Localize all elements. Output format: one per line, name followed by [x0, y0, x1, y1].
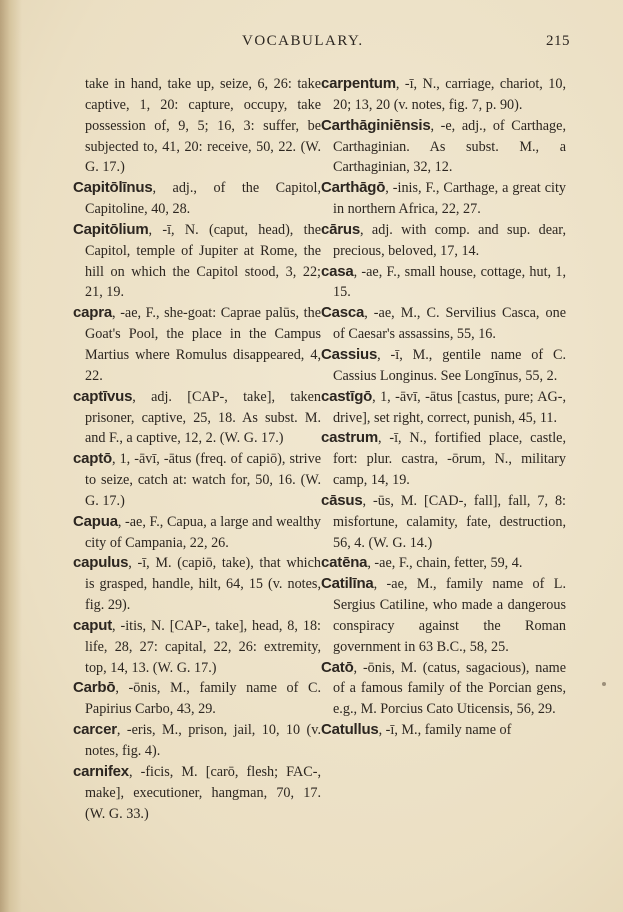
headword: Capitōlium — [73, 220, 149, 238]
vocabulary-entry — [321, 658, 566, 721]
vocabulary-entry — [73, 762, 321, 825]
headword: Carbō — [73, 679, 116, 697]
entry-definition: , -ōnis, M., family name of C. Papirius Carbo, 43, 29. — [85, 680, 321, 718]
headword: castrum — [321, 429, 378, 447]
entry-definition: , 1, -āvī, -ātus [castus, pure; AG-, drive], set right, correct, punish, 45, 11. — [333, 388, 566, 426]
vocabulary-entry — [73, 303, 321, 386]
headword: Carthāgō — [321, 179, 386, 197]
entry-definition: , -ae, F., she-goat: Caprae palūs, the Goat's Pool, the place in the Campus Martius where Romulus disappeared, 4, 22. — [85, 305, 321, 384]
vocabulary-entry — [321, 345, 566, 387]
vocabulary-entry — [321, 262, 566, 304]
page-gutter-shadow — [0, 0, 22, 912]
vocabulary-entry — [321, 178, 566, 220]
entry-definition: , -ī, N., carriage, chariot, 10, 20; 13, 20 (v. notes, fig. 7, p. 90). — [333, 76, 566, 113]
entry-definition: , -ficis, M. [carō, flesh; FAC-, make], executioner, hangman, 70, 17. (W. G. 33.) — [85, 763, 321, 822]
entry-definition: , -ī, M., gentile name of C. Cassius Longinus. See Longīnus, 55, 2. — [333, 346, 566, 384]
headword: capulus — [73, 554, 129, 572]
vocabulary-entry — [321, 220, 566, 262]
vocabulary-entry — [73, 553, 321, 616]
headword: Carthāginiēnsis — [321, 116, 431, 134]
vocabulary-entry — [73, 178, 321, 220]
entry-definition: , -ūs, M. [CAD-, fall], fall, 7, 8: misfortune, calamity, fate, destruction, 56, 4. (W. G. 14.) — [333, 492, 566, 551]
vocabulary-entry — [321, 303, 566, 345]
headword: catēna — [321, 554, 368, 572]
vocabulary-entry — [73, 678, 321, 720]
entry-definition: , -eris, M., prison, jail, 10, 10 (v. notes, fig. 4). — [85, 722, 321, 759]
headword: captō — [73, 450, 113, 468]
headword: Capitōlīnus — [73, 179, 153, 197]
vocabulary-entry — [73, 220, 321, 303]
vocabulary-entry — [73, 720, 321, 762]
entry-definition: , -ae, F., small house, cottage, hut, 1, 15. — [333, 263, 566, 301]
headword: carpentum — [321, 75, 396, 92]
entry-definition: , -ī, M., family name of — [378, 722, 512, 739]
entry-definition: , -ae, M., C. Servilius Casca, one of Caesar's assassins, 55, 16. — [333, 305, 566, 343]
entry-definition: , adj. [CAP-, take], taken prisoner, captive, 25, 18. As subst. M. and F., a captive, 12, 2. (W. G. 17.) — [85, 388, 321, 447]
right-column — [321, 74, 566, 741]
headword: Capua — [73, 512, 118, 530]
vocabulary-entry — [73, 74, 321, 178]
entry-definition: , -ae, M., family name of L. Sergius Catiline, who made a dangerous conspiracy against the Roman government in 63 B.C., 58, 25. — [333, 576, 566, 655]
vocabulary-entry — [73, 512, 321, 554]
vocabulary-entry — [321, 491, 566, 554]
headword: Catullus — [321, 721, 379, 739]
left-column — [73, 74, 321, 824]
vocabulary-entry — [321, 387, 566, 429]
entry-definition: , -ōnis, M. (catus, sagacious), name of a famous family of the Porcian gens, e.g., M. Porcius Cato Uticensis, 56, 29. — [333, 659, 566, 718]
entry-definition: , -ī, N., fortified place, castle, fort: plur. castra, -ōrum, N., military camp, 14, 19. — [333, 430, 566, 489]
headword: casa — [321, 262, 354, 280]
headword: cāsus — [321, 491, 363, 509]
vocabulary-entry — [321, 74, 566, 116]
headword: Catō — [321, 658, 354, 676]
running-header — [74, 33, 570, 53]
vocabulary-entry — [73, 387, 321, 450]
headword: carnifex — [73, 762, 129, 780]
entry-definition: , -e, adj., of Carthage, Carthaginian. As subst. M., a Carthaginian, 32, 12. — [333, 117, 566, 176]
headword: cārus — [321, 220, 361, 238]
vocabulary-entry — [321, 720, 566, 741]
headword: captīvus — [73, 387, 133, 405]
headword: castīgō — [321, 387, 373, 405]
headword: Cassius — [321, 345, 378, 363]
page-number: 215 — [546, 33, 570, 49]
running-title: VOCABULARY. — [242, 33, 364, 49]
vocabulary-entry — [321, 574, 566, 657]
vocabulary-entry — [321, 428, 566, 491]
paper-speck — [602, 682, 606, 686]
vocabulary-entry — [73, 616, 321, 679]
headword: carcer — [73, 721, 117, 739]
entry-definition: , -ī, M. (capiō, take), that which is grasped, handle, hilt, 64, 15 (v. notes, fig. 29). — [85, 555, 321, 614]
headword: caput — [73, 616, 113, 634]
entry-definition: , -itis, N. [CAP-, take], head, 8, 18: life, 28, 27: capital, 22, 26: extremity, top, 14, 13. (W. G. 17.) — [85, 617, 321, 676]
vocabulary-entry — [73, 449, 321, 512]
entry-definition: , -ae, F., Capua, a large and wealthy city of Campania, 22, 26. — [85, 513, 321, 551]
entry-definition: , -inis, F., Carthage, a great city in northern Africa, 22, 27. — [333, 180, 566, 218]
entry-definition: take in hand, take up, seize, 6, 26: take captive, 1, 20: capture, occupy, take possession of, 9, 5; 16, 3: suffer, be subjected to, 41, 20: receive, 50, 22. (W. G. 17.) — [85, 76, 321, 176]
entry-definition: , -ae, F., chain, fetter, 59, 4. — [367, 555, 523, 572]
vocabulary-entry — [321, 553, 566, 574]
entry-definition: , adj. with comp. and sup. dear, precious, beloved, 17, 14. — [333, 221, 566, 259]
headword: Catilīna — [321, 575, 374, 593]
vocabulary-entry — [321, 116, 566, 179]
headword: capra — [73, 304, 113, 322]
entry-definition: , adj., of the Capitol, Capitoline, 40, 28. — [85, 180, 321, 218]
entry-definition: , 1, -āvī, -ātus (freq. of capiō), strive to seize, catch at: watch for, 50, 16. (W. G. 17.) — [85, 451, 321, 509]
entry-definition: , -ī, N. (caput, head), the Capitol, temple of Jupiter at Rome, the hill on which the Capitol stood, 3, 22; 21, 19. — [85, 221, 321, 301]
headword: Casca — [321, 304, 365, 322]
